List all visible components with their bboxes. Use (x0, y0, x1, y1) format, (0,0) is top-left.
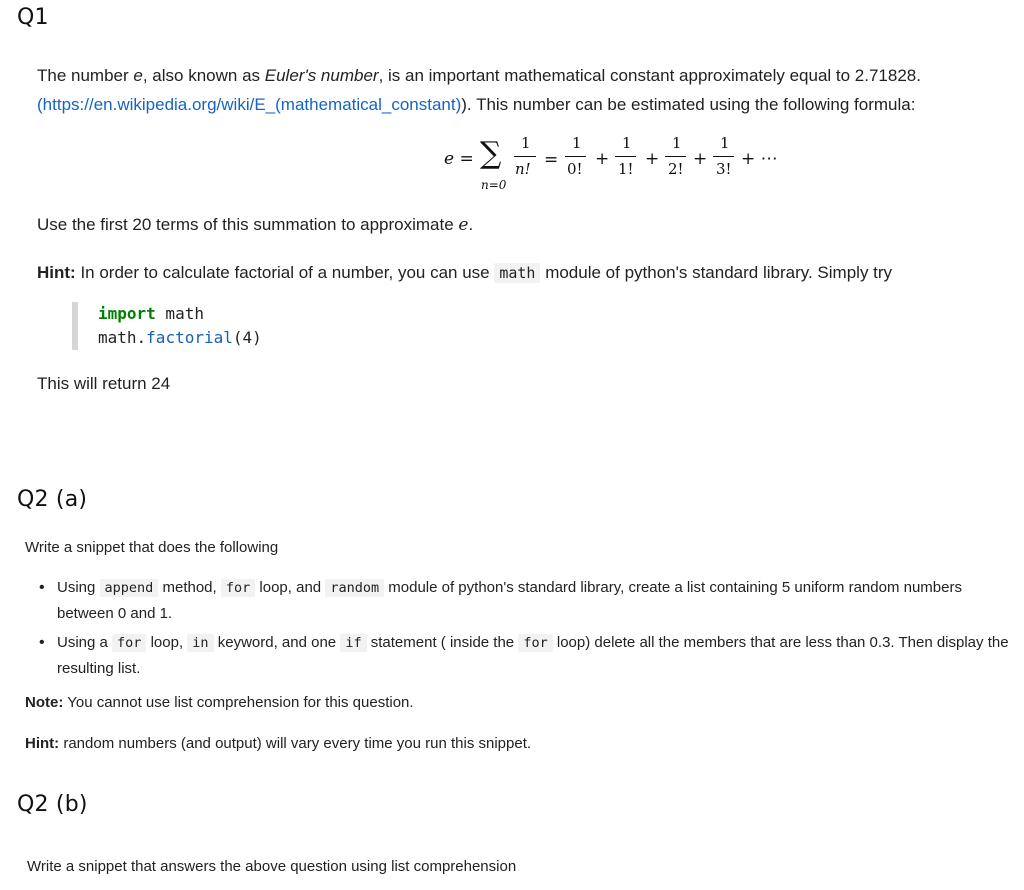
formula-plus: + (595, 149, 610, 169)
fraction-numerator: 1 (572, 134, 582, 152)
list-item: • Using append method, for loop, and random module of python's standard library, create a list containing 5 uniform random numbers between 0 and 1. (25, 575, 1020, 626)
fraction-denominator: 3! (716, 160, 732, 178)
formula-plus: + (645, 149, 660, 169)
q1-heading: Q1 (17, 5, 49, 30)
q1-returns: This will return 24 (37, 374, 171, 393)
formula-ellipsis: + ⋯ (741, 149, 778, 169)
inline-code: for (112, 634, 146, 652)
inline-code: random (325, 579, 384, 597)
fraction-numerator: 1 (720, 134, 730, 152)
note-label: Note: (25, 694, 64, 711)
fraction-bar (713, 156, 734, 157)
fraction-numerator: 1 (672, 134, 682, 152)
q2a-intro: Write a snippet that does the following (25, 539, 279, 556)
fraction-numerator: 1 (521, 134, 531, 152)
inline-code: if (340, 634, 366, 652)
q1-use-text: Use the first 20 terms of this summation to approximate e. (37, 215, 474, 235)
fraction-denominator: n! (515, 160, 531, 178)
inline-code: for (518, 634, 552, 652)
sigma-symbol: ∑ (480, 136, 502, 171)
euler-number-term: Euler's number (264, 66, 379, 85)
q2b-heading: Q2 (b) (17, 792, 88, 817)
q2a-note: Note: You cannot use list comprehension for this question. (25, 694, 414, 711)
q2a-bullets (25, 575, 1020, 685)
fraction-bar (665, 156, 686, 157)
q1-hint: Hint: In order to calculate factorial of a number, you can use math module of python's standard library. Simply try (37, 263, 893, 282)
inline-code: for (221, 579, 255, 597)
q1-intro: The number e, also known as Euler's number, is an important mathematical constant approximately equal to 2.71828. (https://en.wikipedia.org/wiki/E_(mathematical_constant)). This number can be estimated using the following formula: (37, 66, 921, 114)
fraction-bar (565, 156, 586, 157)
inline-code: math (494, 263, 540, 283)
fraction-denominator: 1! (618, 160, 634, 178)
hint-label: Hint: (37, 263, 76, 282)
fraction-denominator: 2! (668, 160, 684, 178)
inline-code: in (187, 634, 213, 652)
fraction-numerator: 1 (622, 134, 632, 152)
hint-label: Hint: (25, 735, 60, 752)
sigma-subscript: n=0 (481, 178, 507, 192)
inline-code: append (100, 579, 159, 597)
q2a-heading: Q2 (a) (17, 487, 88, 512)
q2a-hint: Hint: random numbers (and output) will vary every time you run this snippet. (25, 735, 532, 752)
list-item: • Using a for loop, in keyword, and one if statement ( inside the for loop) delete all the members that are less than 0.3. Then display the resulting list. (25, 630, 1020, 681)
formula-equals: = (544, 150, 559, 170)
euler-formula (0, 0, 1024, 200)
fraction-denominator: 0! (567, 160, 583, 178)
formula-plus: + (693, 149, 708, 169)
wikipedia-link[interactable]: (https://en.wikipedia.org/wiki/E_(mathematical_constant) (37, 95, 462, 114)
code-block: import math math.factorial(4) (72, 302, 262, 350)
fraction-bar (615, 156, 636, 157)
fraction-bar (514, 156, 536, 157)
q2b-text: Write a snippet that answers the above question using list comprehension (27, 858, 517, 875)
formula-lhs: e = (444, 149, 474, 169)
